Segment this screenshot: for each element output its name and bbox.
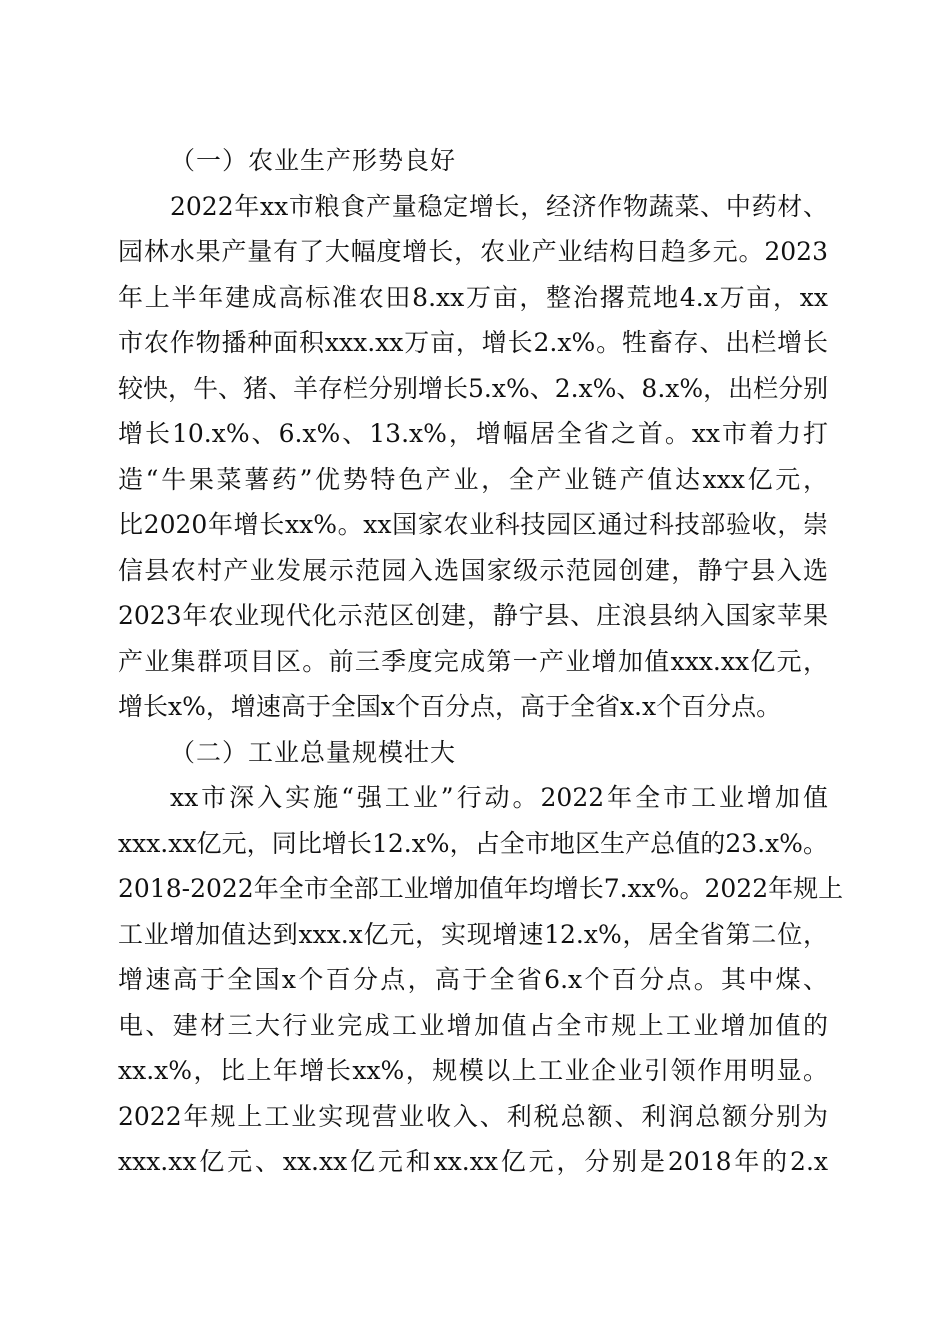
paragraph-line: 2023年农业现代化示范区创建，静宁县、庄浪县纳入国家苹果 (118, 601, 828, 630)
paragraph-line: xxx.xx亿元，同比增长12.x%，占全市地区生产总值的23.x%。 (118, 828, 828, 858)
paragraph-line: 年上半年建成高标准农田8.xx万亩，整治撂荒地4.x万亩，xx (118, 282, 828, 312)
paragraph-line: 较快，牛、猪、羊存栏分别增长5.x%、2.x%、8.x%，出栏分别 (118, 373, 829, 403)
section-heading-industry: （二）工业总量规模壮大 (170, 737, 457, 767)
paragraph-line: 工业增加值达到xxx.x亿元，实现增速12.x%，居全省第二位， (118, 919, 828, 949)
paragraph-line: 2018-2022年全市全部工业增加值年均增长7.xx%。2022年规上 (118, 874, 844, 903)
paragraph-line: 2022年xx市粮食产量稳定增长，经济作物蔬菜、中药材、 (170, 191, 828, 221)
paragraph-line: xx.x%，比上年增长xx%，规模以上工业企业引领作用明显。 (118, 1056, 828, 1085)
paragraph-line: 园林水果产量有了大幅度增长，农业产业结构日趋多元。2023 (118, 237, 828, 266)
paragraph-line: xx市深入实施“强工业”行动。2022年全市工业增加值 (170, 783, 828, 812)
paragraph-line: 2022年规上工业实现营业收入、利税总额、利润总额分别为 (118, 1101, 828, 1131)
paragraph-line: xxx.xx亿元、xx.xx亿元和xx.xx亿元，分别是2018年的2.x (118, 1147, 828, 1176)
paragraph-line: 信县农村产业发展示范园入选国家级示范园创建，静宁县入选 (118, 555, 828, 585)
paragraph-line: 增长x%，增速高于全国x个百分点，高于全省x.x个百分点。 (118, 692, 782, 721)
paragraph-line: 增长10.x%、6.x%、13.x%，增幅居全省之首。xx市着力打 (118, 419, 828, 448)
paragraph-line: 比2020年增长xx%。xx国家农业科技园区通过科技部验收，崇 (118, 510, 828, 539)
paragraph-line: 市农作物播种面积xxx.xx万亩，增长2.x%。牲畜存、出栏增长 (118, 328, 828, 357)
paragraph-line: 增速高于全国x个百分点，高于全省6.x个百分点。其中煤、 (118, 965, 828, 994)
paragraph-line: 电、建材三大行业完成工业增加值占全市规上工业增加值的 (118, 1010, 828, 1040)
paragraph-line: 造“牛果菜薯药”优势特色产业，全产业链产值达xxx亿元， (118, 464, 828, 494)
document-body (118, 138, 844, 1185)
paragraph-line: 产业集群项目区。前三季度完成第一产业增加值xxx.xx亿元， (118, 646, 828, 676)
section-heading-agriculture: （一）农业生产形势良好 (170, 146, 457, 175)
